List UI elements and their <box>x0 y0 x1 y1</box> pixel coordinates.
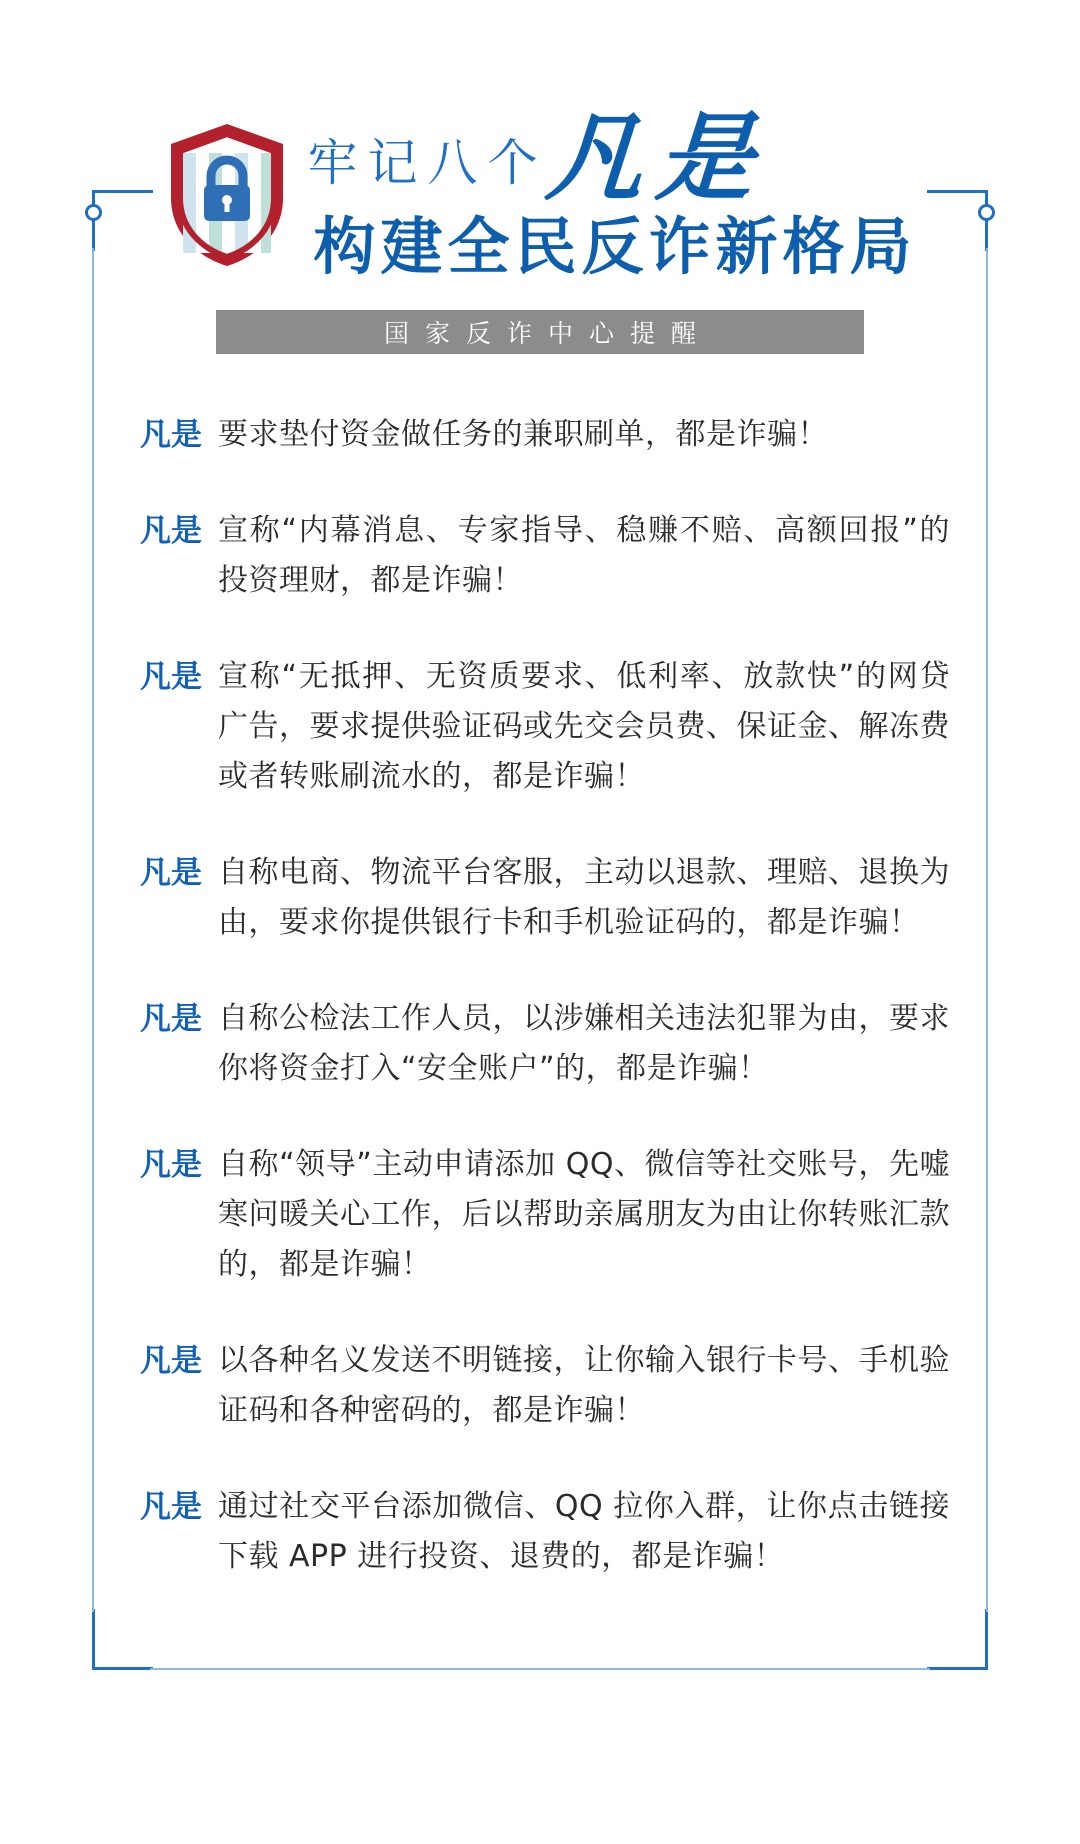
warning-list <box>140 410 950 1628</box>
list-item-tag: 凡是 <box>140 1001 202 1037</box>
header-title-small: 牢记八个 <box>307 134 548 192</box>
list-item-tag: 凡是 <box>140 1147 202 1183</box>
reminder-bar: 国家反诈中心提醒 <box>216 310 864 354</box>
list-item <box>140 410 950 460</box>
frame-line-right <box>986 248 988 1612</box>
list-item <box>140 1140 950 1290</box>
frame-line-bottom <box>150 1668 930 1670</box>
list-item-tag: 凡是 <box>140 1489 202 1525</box>
list-item-text: 宣称“内幕消息、专家指导、稳赚不赔、高额回报”的投资理财，都是诈骗！ <box>218 513 950 598</box>
list-item-text: 宣称“无抵押、无资质要求、低利率、放款快”的网贷广告，要求提供验证码或先交会员费、保证金、解冻费或者转账刷流水的，都是诈骗！ <box>218 659 950 794</box>
list-item <box>140 506 950 606</box>
list-item-tag: 凡是 <box>140 659 202 695</box>
list-item-text: 自称电商、物流平台客服，主动以退款、理赔、退换为由，要求你提供银行卡和手机验证码的，都是诈骗！ <box>218 855 950 940</box>
list-item-text: 自称“领导”主动申请添加 QQ、微信等社交账号，先嘘寒问暖关心工作，后以帮助亲属朋友为由让你转账汇款的，都是诈骗！ <box>218 1147 950 1282</box>
list-item-text: 以各种名义发送不明链接，让你输入银行卡号、手机验证码和各种密码的，都是诈骗！ <box>218 1343 950 1428</box>
list-item-text: 要求垫付资金做任务的兼职刷单，都是诈骗！ <box>218 417 828 452</box>
list-item <box>140 1482 950 1582</box>
list-item-tag: 凡是 <box>140 417 202 453</box>
header-subtitle: 构建全民反诈新格局 <box>313 210 917 283</box>
list-item <box>140 994 950 1094</box>
frame-line-left <box>92 248 94 1612</box>
list-item <box>140 848 950 948</box>
shield-lock-icon <box>163 120 291 275</box>
header-title-big: 凡是 <box>543 101 772 214</box>
list-item <box>140 1336 950 1436</box>
list-item-tag: 凡是 <box>140 1343 202 1379</box>
list-item-text: 自称公检法工作人员，以涉嫌相关违法犯罪为由，要求你将资金打入“安全账户”的，都是诈骗！ <box>218 1001 950 1086</box>
header-title-row <box>307 96 772 214</box>
list-item-tag: 凡是 <box>140 513 202 549</box>
list-item-text: 通过社交平台添加微信、QQ 拉你入群，让你点击链接下载 APP 进行投资、退费的，都是诈骗！ <box>218 1489 950 1574</box>
list-item <box>140 652 950 802</box>
list-item-tag: 凡是 <box>140 855 202 891</box>
poster-header <box>0 96 1080 296</box>
header-titles <box>307 96 917 283</box>
